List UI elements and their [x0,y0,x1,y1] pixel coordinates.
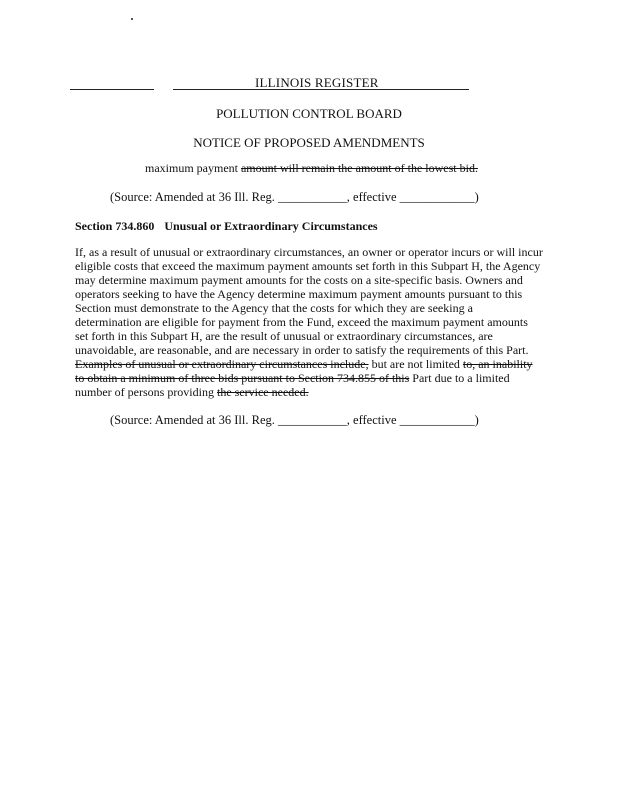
scan-speck [131,18,133,20]
register-header [70,74,470,94]
section-number: Section 734.860 [75,219,155,233]
source-note-1: (Source: Amended at 36 Ill. Reg. ___________, effective ____________) [110,190,479,204]
paragraph-line [75,357,555,371]
paragraph-line: Section must demonstrate to the Agency that the costs for which they are seeking a [75,301,473,315]
paragraph-line: may determine maximum payment amounts for the costs on a site-specific basis. Owners and [75,273,523,287]
struck-text: to, an inability [462,357,533,371]
struck-text: to obtain a minimum of three bids pursuant to Section 734.855 of this [75,371,410,385]
paragraph-line: If, as a result of unusual or extraordinary circumstances, an owner or operator incurs or will incur [75,245,543,259]
paragraph-line: unavoidable, are reasonable, and are necessary in order to satisfy the requirements of this Part. [75,343,529,357]
plain-text: but are not limited [368,357,463,371]
plain-text: number of persons providing [75,385,217,399]
paragraph-line [75,371,555,385]
section-heading [75,219,378,234]
section-paragraph [75,245,555,399]
plain-text: Part due to a limited [409,371,510,385]
notice-title: NOTICE OF PROPOSED AMENDMENTS [193,135,425,150]
carryover-plain: maximum payment [145,161,241,175]
register-title: ILLINOIS REGISTER [255,75,379,90]
struck-text: the service needed. [216,385,309,399]
board-name: POLLUTION CONTROL BOARD [216,106,402,121]
paragraph-line: determination are eligible for payment from the Fund, exceed the maximum payment amounts [75,315,528,329]
source-note-2: (Source: Amended at 36 Ill. Reg. ___________, effective ____________) [110,413,479,427]
paragraph-line [75,385,555,399]
header-rule-left [70,89,154,90]
paragraph-line: set forth in this Subpart H, are the result of unusual or extraordinary circumstances, are [75,329,493,343]
carryover-struck: amount will remain the amount of the lowest bid. [240,161,478,175]
paragraph-line: operators seeking to have the Agency determine maximum payment amounts pursuant to this [75,287,523,301]
paragraph-line: eligible costs that exceed the maximum payment amounts set forth in this Subpart H, the Agency [75,259,541,273]
struck-text: Examples of unusual or extraordinary circumstances include, [75,357,369,371]
section-title: Unusual or Extraordinary Circumstances [164,219,378,233]
carryover-line [145,161,478,176]
